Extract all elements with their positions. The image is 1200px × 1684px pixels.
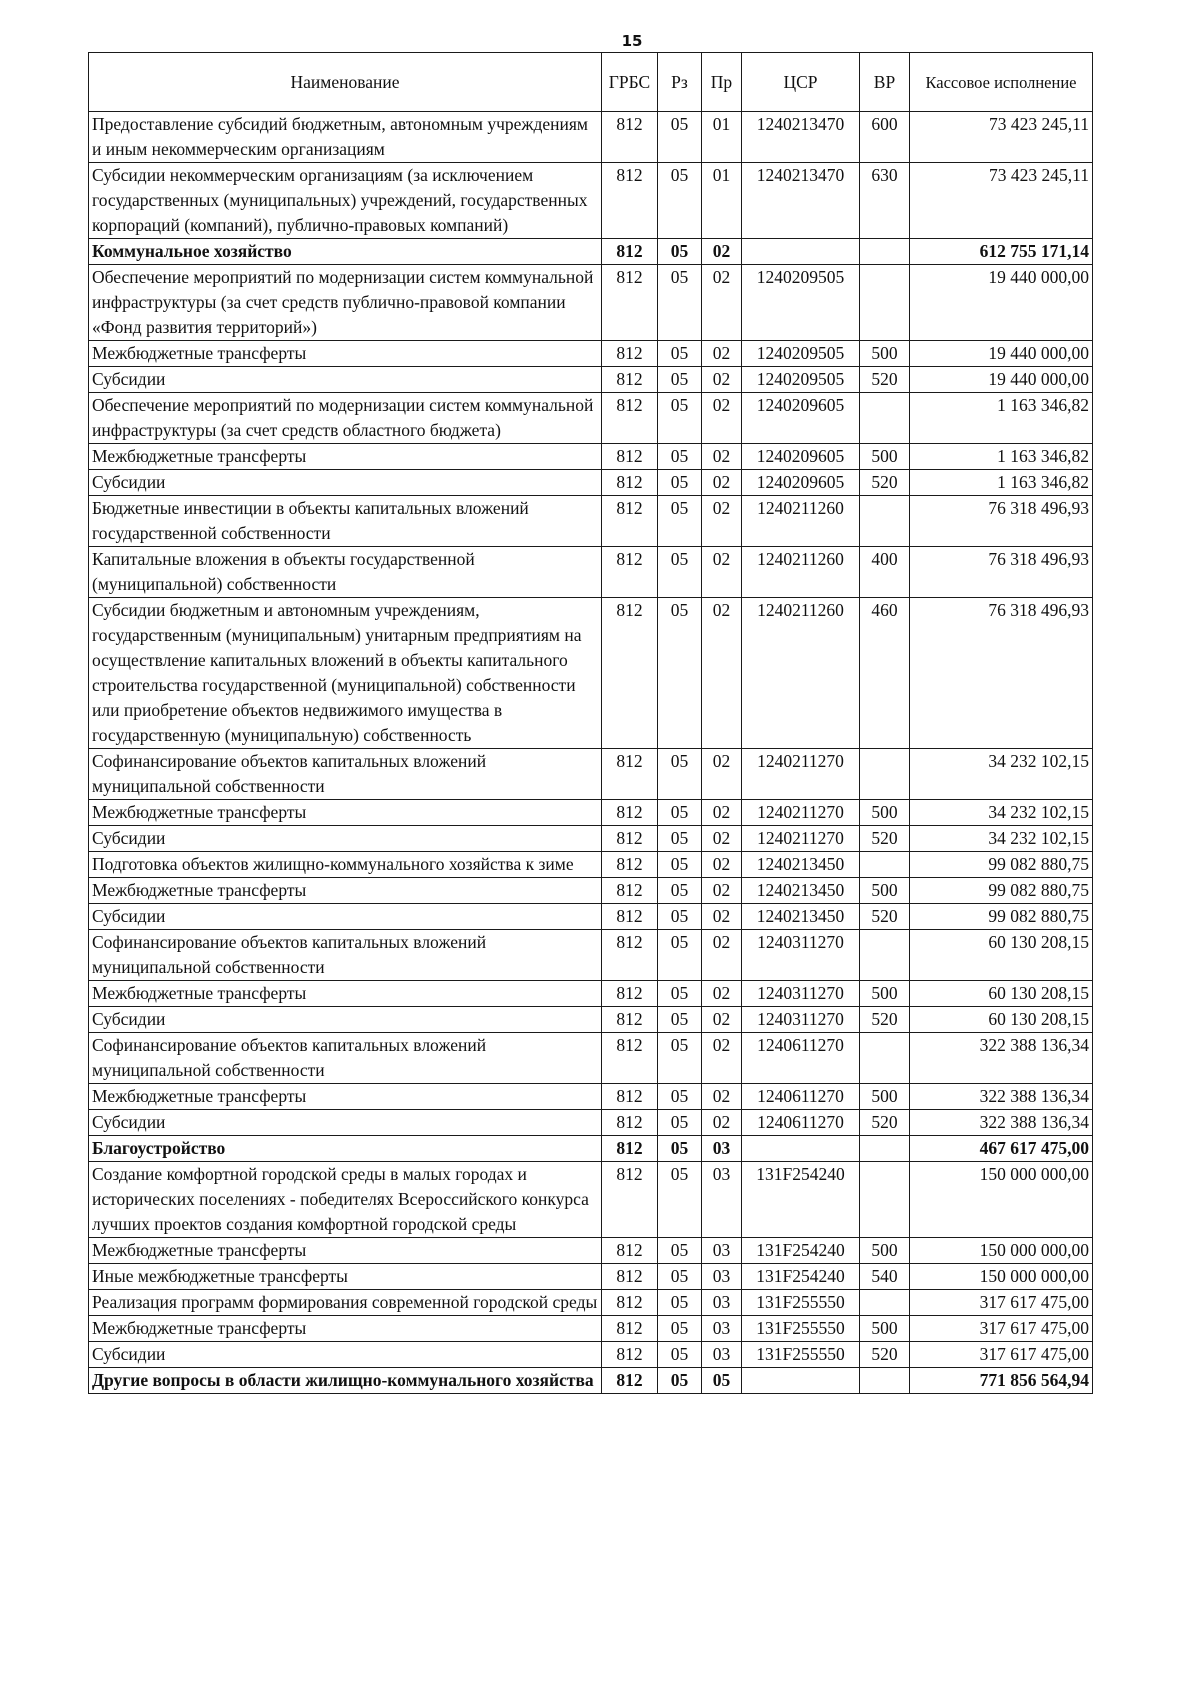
cell-amount: 322 388 136,34 [910, 1084, 1093, 1110]
cell-pr: 01 [702, 163, 742, 239]
cell-rz: 05 [658, 598, 702, 749]
section-total-row [89, 1368, 1093, 1394]
cell-grbs: 812 [602, 265, 658, 341]
cell-csr: 1240211270 [742, 800, 860, 826]
table-row [89, 547, 1093, 598]
cell-vr: 500 [860, 1238, 910, 1264]
cell-vr: 520 [860, 470, 910, 496]
table-row [89, 800, 1093, 826]
cell-vr: 500 [860, 1316, 910, 1342]
cell-csr: 1240209605 [742, 470, 860, 496]
cell-amount: 19 440 000,00 [910, 265, 1093, 341]
table-row [89, 1264, 1093, 1290]
cell-name: Субсидии [89, 1110, 602, 1136]
cell-rz: 05 [658, 112, 702, 163]
cell-vr: 500 [860, 800, 910, 826]
cell-vr [860, 1033, 910, 1084]
table-row [89, 1110, 1093, 1136]
cell-rz: 05 [658, 470, 702, 496]
cell-pr: 02 [702, 930, 742, 981]
cell-name: Софинансирование объектов капитальных вложений муниципальной собственности [89, 1033, 602, 1084]
cell-csr: 1240213470 [742, 163, 860, 239]
cell-rz: 05 [658, 1136, 702, 1162]
cell-amount: 317 617 475,00 [910, 1316, 1093, 1342]
cell-pr: 02 [702, 265, 742, 341]
cell-csr [742, 1368, 860, 1394]
cell-rz: 05 [658, 1264, 702, 1290]
cell-name: Коммунальное хозяйство [89, 239, 602, 265]
cell-name: Бюджетные инвестиции в объекты капитальных вложений государственной собственности [89, 496, 602, 547]
cell-grbs: 812 [602, 444, 658, 470]
cell-pr: 03 [702, 1316, 742, 1342]
cell-vr [860, 1290, 910, 1316]
cell-csr: 1240209505 [742, 265, 860, 341]
cell-name: Софинансирование объектов капитальных вложений муниципальной собственности [89, 749, 602, 800]
cell-rz: 05 [658, 367, 702, 393]
cell-rz: 05 [658, 239, 702, 265]
cell-grbs: 812 [602, 1007, 658, 1033]
cell-rz: 05 [658, 1007, 702, 1033]
cell-amount: 99 082 880,75 [910, 904, 1093, 930]
cell-grbs: 812 [602, 598, 658, 749]
cell-pr: 02 [702, 749, 742, 800]
cell-grbs: 812 [602, 496, 658, 547]
cell-name: Обеспечение мероприятий по модернизации систем коммунальной инфраструктуры (за счет средств публично-правовой компании «Фонд развития территорий») [89, 265, 602, 341]
cell-grbs: 812 [602, 1084, 658, 1110]
cell-amount: 76 318 496,93 [910, 496, 1093, 547]
cell-csr [742, 239, 860, 265]
cell-csr: 131F255550 [742, 1290, 860, 1316]
cell-vr: 400 [860, 547, 910, 598]
cell-amount: 73 423 245,11 [910, 112, 1093, 163]
table-row [89, 1238, 1093, 1264]
cell-name: Реализация программ формирования современной городской среды [89, 1290, 602, 1316]
cell-rz: 05 [658, 341, 702, 367]
cell-grbs: 812 [602, 1342, 658, 1368]
cell-grbs: 812 [602, 1264, 658, 1290]
cell-rz: 05 [658, 904, 702, 930]
cell-csr: 1240311270 [742, 981, 860, 1007]
cell-grbs: 812 [602, 852, 658, 878]
cell-vr [860, 1368, 910, 1394]
table-row [89, 852, 1093, 878]
section-total-row [89, 1136, 1093, 1162]
cell-csr: 1240211270 [742, 749, 860, 800]
section-total-row [89, 239, 1093, 265]
cell-amount: 99 082 880,75 [910, 852, 1093, 878]
cell-rz: 05 [658, 1238, 702, 1264]
table-row [89, 444, 1093, 470]
cell-vr: 540 [860, 1264, 910, 1290]
cell-pr: 02 [702, 826, 742, 852]
table-row [89, 163, 1093, 239]
cell-rz: 05 [658, 1110, 702, 1136]
table-row [89, 112, 1093, 163]
cell-pr: 02 [702, 496, 742, 547]
cell-rz: 05 [658, 1316, 702, 1342]
cell-pr: 02 [702, 341, 742, 367]
cell-name: Субсидии [89, 1007, 602, 1033]
cell-csr: 1240209505 [742, 367, 860, 393]
cell-name: Субсидии [89, 1342, 602, 1368]
cell-grbs: 812 [602, 826, 658, 852]
cell-rz: 05 [658, 444, 702, 470]
column-header-rz: Рз [658, 53, 702, 112]
cell-grbs: 812 [602, 1110, 658, 1136]
column-header-name: Наименование [89, 53, 602, 112]
cell-csr: 131F255550 [742, 1342, 860, 1368]
column-header-amount: Кассовое исполнение [910, 53, 1093, 112]
cell-rz: 05 [658, 496, 702, 547]
cell-name: Субсидии [89, 904, 602, 930]
cell-name: Другие вопросы в области жилищно-коммунального хозяйства [89, 1368, 602, 1394]
cell-vr [860, 1162, 910, 1238]
table-row [89, 470, 1093, 496]
cell-vr [860, 239, 910, 265]
cell-grbs: 812 [602, 930, 658, 981]
cell-name: Субсидии некоммерческим организациям (за исключением государственных (муниципальных) учреждений, государственных корпораций (компаний), публично-правовых компаний) [89, 163, 602, 239]
cell-grbs: 812 [602, 878, 658, 904]
cell-grbs: 812 [602, 981, 658, 1007]
cell-grbs: 812 [602, 1033, 658, 1084]
cell-grbs: 812 [602, 112, 658, 163]
cell-vr: 520 [860, 826, 910, 852]
cell-grbs: 812 [602, 547, 658, 598]
table-row [89, 826, 1093, 852]
table-row [89, 930, 1093, 981]
cell-name: Иные межбюджетные трансферты [89, 1264, 602, 1290]
cell-amount: 1 163 346,82 [910, 444, 1093, 470]
cell-csr: 1240311270 [742, 1007, 860, 1033]
cell-amount: 60 130 208,15 [910, 1007, 1093, 1033]
cell-name: Межбюджетные трансферты [89, 800, 602, 826]
cell-grbs: 812 [602, 1290, 658, 1316]
cell-pr: 02 [702, 393, 742, 444]
cell-csr: 1240213450 [742, 904, 860, 930]
cell-grbs: 812 [602, 470, 658, 496]
cell-rz: 05 [658, 981, 702, 1007]
cell-vr: 520 [860, 1342, 910, 1368]
table-row [89, 1342, 1093, 1368]
cell-vr [860, 930, 910, 981]
cell-pr: 03 [702, 1342, 742, 1368]
cell-rz: 05 [658, 393, 702, 444]
cell-csr: 1240213470 [742, 112, 860, 163]
cell-name: Подготовка объектов жилищно-коммунального хозяйства к зиме [89, 852, 602, 878]
cell-vr [860, 1136, 910, 1162]
table-row [89, 598, 1093, 749]
cell-vr: 630 [860, 163, 910, 239]
cell-grbs: 812 [602, 1316, 658, 1342]
cell-grbs: 812 [602, 1368, 658, 1394]
cell-amount: 771 856 564,94 [910, 1368, 1093, 1394]
cell-pr: 05 [702, 1368, 742, 1394]
cell-amount: 19 440 000,00 [910, 341, 1093, 367]
cell-csr: 1240213450 [742, 878, 860, 904]
cell-csr: 1240211260 [742, 547, 860, 598]
cell-pr: 03 [702, 1136, 742, 1162]
table-header-row [89, 53, 1093, 112]
cell-vr: 500 [860, 1084, 910, 1110]
cell-csr: 131F254240 [742, 1264, 860, 1290]
cell-amount: 73 423 245,11 [910, 163, 1093, 239]
cell-grbs: 812 [602, 393, 658, 444]
cell-rz: 05 [658, 1162, 702, 1238]
table-row [89, 1162, 1093, 1238]
cell-vr: 500 [860, 878, 910, 904]
cell-csr: 131F255550 [742, 1316, 860, 1342]
table-row [89, 1033, 1093, 1084]
cell-pr: 02 [702, 981, 742, 1007]
table-row [89, 1007, 1093, 1033]
column-header-vr: ВР [860, 53, 910, 112]
cell-amount: 34 232 102,15 [910, 800, 1093, 826]
table-row [89, 265, 1093, 341]
cell-name: Межбюджетные трансферты [89, 341, 602, 367]
cell-pr: 02 [702, 904, 742, 930]
table-row [89, 341, 1093, 367]
table-row [89, 904, 1093, 930]
cell-vr: 500 [860, 981, 910, 1007]
cell-grbs: 812 [602, 341, 658, 367]
cell-name: Межбюджетные трансферты [89, 1084, 602, 1110]
cell-pr: 03 [702, 1290, 742, 1316]
cell-csr: 1240209505 [742, 341, 860, 367]
cell-csr: 131F254240 [742, 1162, 860, 1238]
table-row [89, 1316, 1093, 1342]
cell-amount: 1 163 346,82 [910, 393, 1093, 444]
table-row [89, 367, 1093, 393]
page-number: 15 [621, 32, 643, 50]
cell-grbs: 812 [602, 1238, 658, 1264]
cell-amount: 34 232 102,15 [910, 826, 1093, 852]
cell-name: Субсидии [89, 826, 602, 852]
cell-pr: 02 [702, 1110, 742, 1136]
cell-grbs: 812 [602, 904, 658, 930]
cell-csr [742, 1136, 860, 1162]
cell-vr [860, 496, 910, 547]
cell-grbs: 812 [602, 367, 658, 393]
cell-name: Межбюджетные трансферты [89, 1316, 602, 1342]
cell-name: Обеспечение мероприятий по модернизации систем коммунальной инфраструктуры (за счет средств областного бюджета) [89, 393, 602, 444]
cell-pr: 02 [702, 367, 742, 393]
cell-pr: 02 [702, 444, 742, 470]
cell-rz: 05 [658, 547, 702, 598]
cell-rz: 05 [658, 1084, 702, 1110]
cell-csr: 1240211260 [742, 496, 860, 547]
column-header-csr: ЦСР [742, 53, 860, 112]
cell-name: Межбюджетные трансферты [89, 981, 602, 1007]
cell-vr: 600 [860, 112, 910, 163]
cell-vr: 520 [860, 904, 910, 930]
cell-rz: 05 [658, 1342, 702, 1368]
cell-pr: 02 [702, 598, 742, 749]
cell-csr: 1240611270 [742, 1110, 860, 1136]
cell-vr [860, 265, 910, 341]
cell-amount: 60 130 208,15 [910, 930, 1093, 981]
cell-name: Межбюджетные трансферты [89, 444, 602, 470]
cell-grbs: 812 [602, 1136, 658, 1162]
cell-amount: 467 617 475,00 [910, 1136, 1093, 1162]
cell-amount: 150 000 000,00 [910, 1162, 1093, 1238]
cell-amount: 322 388 136,34 [910, 1110, 1093, 1136]
cell-csr: 1240611270 [742, 1033, 860, 1084]
cell-csr: 1240209605 [742, 444, 860, 470]
cell-csr: 1240611270 [742, 1084, 860, 1110]
cell-grbs: 812 [602, 239, 658, 265]
cell-pr: 03 [702, 1264, 742, 1290]
cell-name: Благоустройство [89, 1136, 602, 1162]
cell-pr: 02 [702, 1084, 742, 1110]
cell-name: Межбюджетные трансферты [89, 1238, 602, 1264]
table-row [89, 393, 1093, 444]
cell-amount: 60 130 208,15 [910, 981, 1093, 1007]
table-row [89, 878, 1093, 904]
cell-grbs: 812 [602, 800, 658, 826]
cell-pr: 02 [702, 470, 742, 496]
cell-csr: 1240311270 [742, 930, 860, 981]
cell-vr: 520 [860, 367, 910, 393]
cell-grbs: 812 [602, 163, 658, 239]
cell-amount: 150 000 000,00 [910, 1264, 1093, 1290]
cell-amount: 612 755 171,14 [910, 239, 1093, 265]
cell-name: Создание комфортной городской среды в малых городах и исторических поселениях - победителях Всероссийского конкурса лучших проектов создания комфортной городской среды [89, 1162, 602, 1238]
cell-vr [860, 852, 910, 878]
cell-rz: 05 [658, 852, 702, 878]
cell-amount: 1 163 346,82 [910, 470, 1093, 496]
cell-pr: 02 [702, 852, 742, 878]
cell-name: Субсидии [89, 367, 602, 393]
table-row [89, 496, 1093, 547]
cell-rz: 05 [658, 1290, 702, 1316]
cell-amount: 317 617 475,00 [910, 1342, 1093, 1368]
cell-rz: 05 [658, 265, 702, 341]
cell-name: Предоставление субсидий бюджетным, автономным учреждениям и иным некоммерческим организациям [89, 112, 602, 163]
cell-rz: 05 [658, 163, 702, 239]
table-row [89, 1084, 1093, 1110]
cell-amount: 99 082 880,75 [910, 878, 1093, 904]
cell-name: Межбюджетные трансферты [89, 878, 602, 904]
cell-vr [860, 749, 910, 800]
cell-pr: 03 [702, 1162, 742, 1238]
cell-vr [860, 393, 910, 444]
cell-rz: 05 [658, 930, 702, 981]
cell-name: Софинансирование объектов капитальных вложений муниципальной собственности [89, 930, 602, 981]
cell-name: Субсидии [89, 470, 602, 496]
table-row [89, 981, 1093, 1007]
cell-pr: 02 [702, 800, 742, 826]
cell-pr: 01 [702, 112, 742, 163]
budget-table [88, 52, 1093, 1394]
cell-pr: 03 [702, 1238, 742, 1264]
cell-csr: 1240209605 [742, 393, 860, 444]
cell-csr: 1240211270 [742, 826, 860, 852]
cell-amount: 317 617 475,00 [910, 1290, 1093, 1316]
cell-csr: 1240213450 [742, 852, 860, 878]
cell-rz: 05 [658, 749, 702, 800]
cell-amount: 76 318 496,93 [910, 598, 1093, 749]
table-row [89, 1290, 1093, 1316]
cell-amount: 150 000 000,00 [910, 1238, 1093, 1264]
cell-amount: 34 232 102,15 [910, 749, 1093, 800]
cell-pr: 02 [702, 547, 742, 598]
cell-csr: 131F254240 [742, 1238, 860, 1264]
cell-csr: 1240211260 [742, 598, 860, 749]
table-row [89, 749, 1093, 800]
cell-vr: 520 [860, 1110, 910, 1136]
cell-grbs: 812 [602, 1162, 658, 1238]
cell-pr: 02 [702, 1033, 742, 1084]
cell-name: Капитальные вложения в объекты государственной (муниципальной) собственности [89, 547, 602, 598]
cell-name: Субсидии бюджетным и автономным учреждениям, государственным (муниципальным) унитарным предприятиям на осуществление капитальных вложений в объекты капитального строительства государственной (муниципальной) собственности или приобретение объектов недвижимого имущества в государственную (муниципальную) собственность [89, 598, 602, 749]
cell-vr: 500 [860, 341, 910, 367]
cell-amount: 322 388 136,34 [910, 1033, 1093, 1084]
cell-pr: 02 [702, 878, 742, 904]
cell-pr: 02 [702, 1007, 742, 1033]
cell-rz: 05 [658, 826, 702, 852]
cell-vr: 500 [860, 444, 910, 470]
cell-rz: 05 [658, 800, 702, 826]
cell-pr: 02 [702, 239, 742, 265]
column-header-grbs: ГРБС [602, 53, 658, 112]
cell-amount: 76 318 496,93 [910, 547, 1093, 598]
column-header-pr: Пр [702, 53, 742, 112]
cell-vr: 520 [860, 1007, 910, 1033]
cell-rz: 05 [658, 878, 702, 904]
cell-vr: 460 [860, 598, 910, 749]
cell-grbs: 812 [602, 749, 658, 800]
cell-rz: 05 [658, 1368, 702, 1394]
cell-rz: 05 [658, 1033, 702, 1084]
cell-amount: 19 440 000,00 [910, 367, 1093, 393]
